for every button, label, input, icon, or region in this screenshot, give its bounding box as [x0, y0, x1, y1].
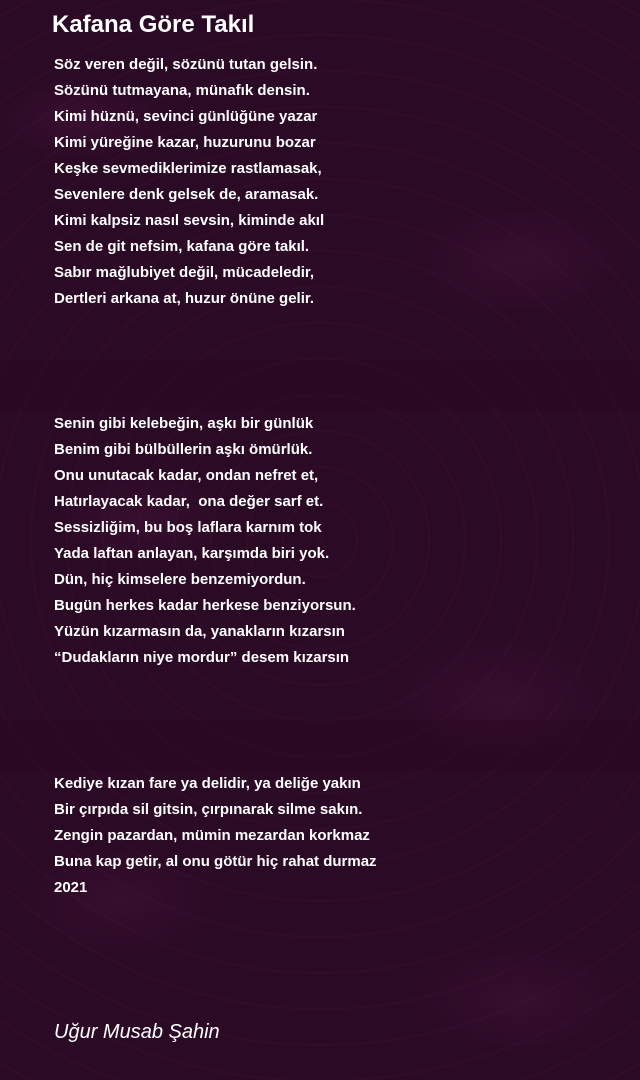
poem-line: Benim gibi bülbüllerin aşkı ömürlük.	[54, 441, 313, 458]
poem-year: 2021	[54, 879, 88, 896]
poem-line: Sessizliğim, bu boş laflara karnım tok	[54, 519, 322, 536]
poem-line: Yüzün kızarmasın da, yanakların kızarsın	[54, 623, 345, 640]
poem-line: Dün, hiç kimselere benzemiyordun.	[54, 571, 306, 588]
poem-line: Dertleri arkana at, huzur önüne gelir.	[54, 290, 315, 307]
poem-line: Bugün herkes kadar herkese benziyorsun.	[54, 597, 356, 614]
poem-line: Kediye kızan fare ya delidir, ya deliğe yakın	[54, 775, 361, 792]
poem-line: “Dudakların niye mordur” desem kızarsın	[54, 649, 350, 666]
poem-line: Buna kap getir, al onu götür hiç rahat durmaz	[54, 853, 377, 870]
decorative-band	[0, 720, 640, 770]
poem-line: Sen de git nefsim, kafana göre takıl.	[54, 238, 310, 255]
poem-line: Sevenlere denk gelsek de, aramasak.	[54, 186, 319, 203]
poem-author: Uğur Musab Şahin	[54, 1021, 220, 1043]
poem-line: Zengin pazardan, mümin mezardan korkmaz	[54, 827, 370, 844]
poem-line: Bir çırpıda sil gitsin, çırpınarak silme sakın.	[54, 801, 363, 818]
poem-title: Kafana Göre Takıl	[52, 11, 255, 38]
stanza-3	[54, 771, 377, 901]
poem-line: Onu unutacak kadar, ondan nefret et,	[54, 467, 319, 484]
decorative-band	[0, 360, 640, 410]
poem-line: Sabır mağlubiyet değil, mücadeledir,	[54, 264, 315, 281]
poem-line: Senin gibi kelebeğin, aşkı bir günlük	[54, 415, 314, 432]
poem-line: Söz veren değil, sözünü tutan gelsin.	[54, 56, 318, 73]
poem-line: Yada laftan anlayan, karşımda biri yok.	[54, 545, 330, 562]
stanza-2	[54, 411, 356, 671]
poem-line: Sözünü tutmayana, münafık densin.	[54, 82, 310, 99]
poem-line: Keşke sevmediklerimize rastlamasak,	[54, 160, 322, 177]
poem-line: Kimi yüreğine kazar, huzurunu bozar	[54, 134, 316, 151]
stanza-1	[54, 52, 324, 312]
poem-line: Kimi kalpsiz nasıl sevsin, kiminde akıl	[54, 212, 325, 229]
poem-line: Hatırlayacak kadar, ona değer sarf et.	[54, 493, 324, 510]
poem-line: Kimi hüznü, sevinci günlüğüne yazar	[54, 108, 318, 125]
